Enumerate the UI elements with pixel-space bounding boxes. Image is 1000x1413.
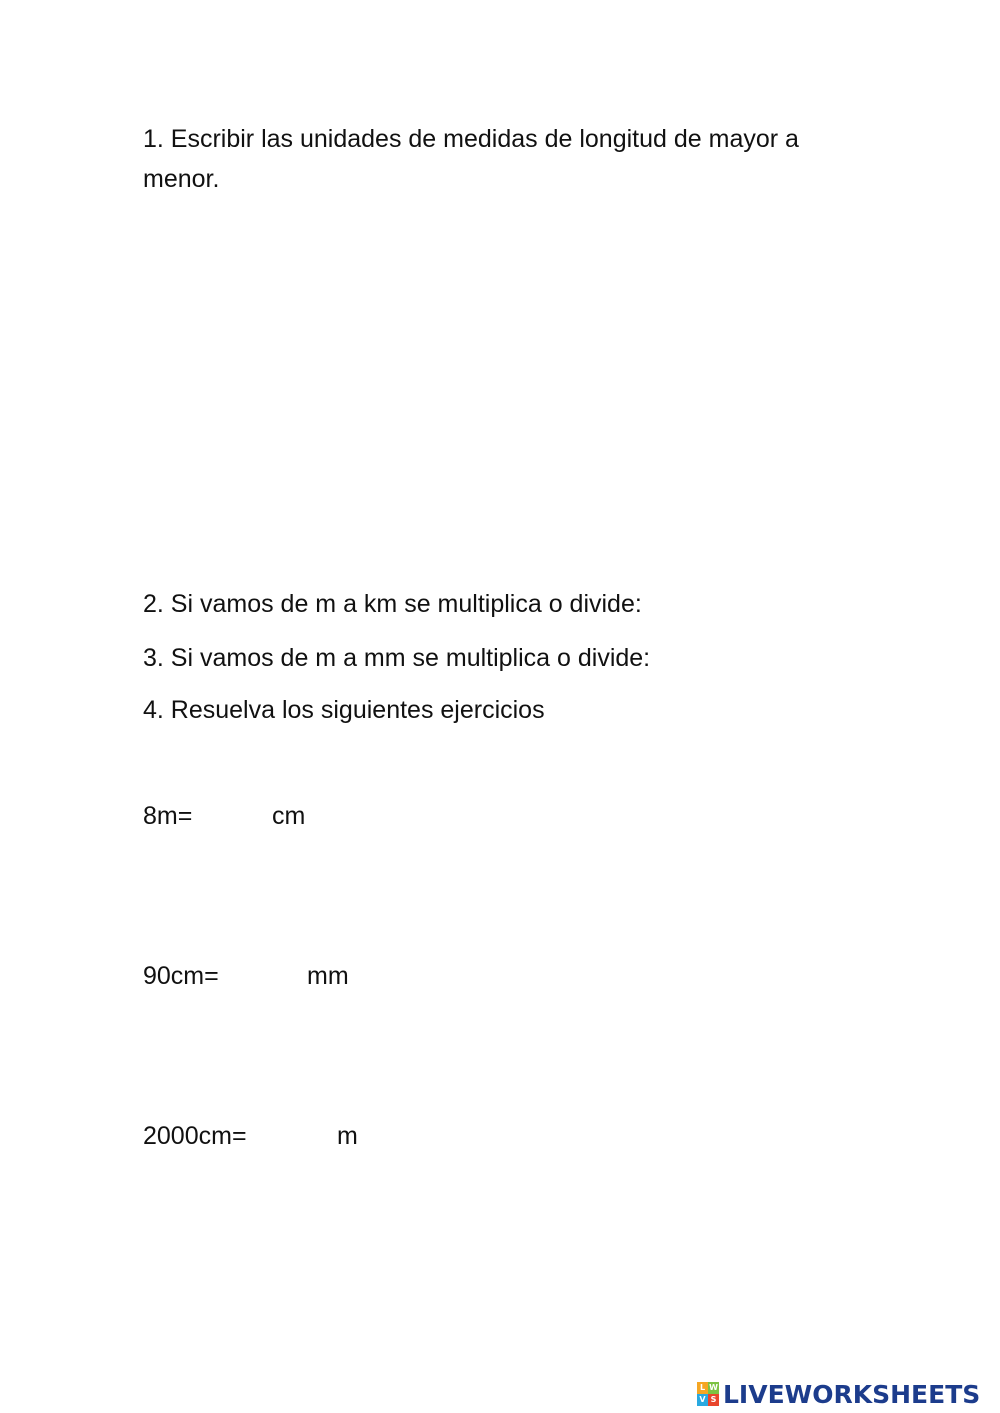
question-3: 3. Si vamos de m a mm se multiplica o divide:	[143, 644, 651, 672]
question-1: 1. Escribir las unidades de medidas de longitud de mayor a menor.	[143, 125, 799, 193]
logo-mark-cell: S	[708, 1394, 719, 1406]
exercise-unit: mm	[307, 962, 349, 990]
liveworksheets-mark-icon	[697, 1382, 719, 1406]
question-2: 2. Si vamos de m a km se multiplica o divide:	[143, 590, 642, 618]
logo-mark-cell: W	[709, 1383, 718, 1392]
question-4: 4. Resuelva los siguientes ejercicios	[143, 696, 545, 724]
liveworksheets-logo	[697, 1378, 980, 1410]
exercise-unit: m	[337, 1122, 358, 1150]
exercise-unit: cm	[272, 802, 306, 830]
logo-mark-cell: L	[697, 1382, 708, 1394]
exercise-lhs: 90cm=	[143, 962, 219, 990]
logo-text: LIVEWORKSHEETS	[723, 1379, 981, 1409]
logo-mark-cell: V	[697, 1394, 708, 1406]
exercise-lhs: 8m=	[143, 802, 193, 830]
exercise-lhs: 2000cm=	[143, 1122, 247, 1150]
